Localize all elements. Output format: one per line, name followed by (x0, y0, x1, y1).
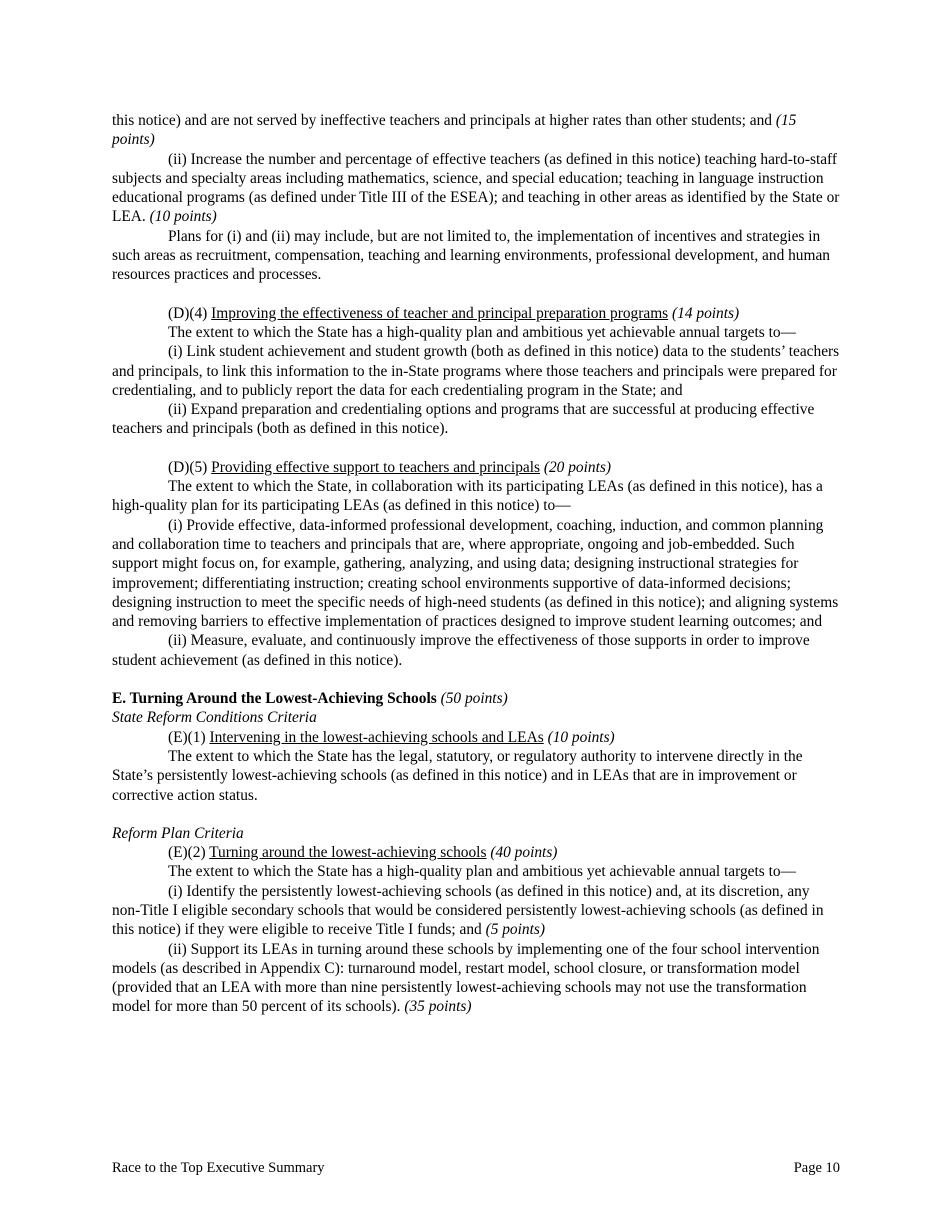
paragraph: (ii) Expand preparation and credentialing options and programs that are successful at producing effective teachers and principals (both as defined in this notice). (112, 401, 815, 438)
section-title: Turning around the lowest-achieving schools (209, 844, 487, 862)
paragraph: (ii) Measure, evaluate, and continuously improve the effectiveness of those supports in order to improve student achievement (as defined in this notice). (112, 632, 810, 669)
paragraph: Plans for (i) and (ii) may include, but are not limited to, the implementation of incentives and strategies in such areas as recruitment, compensation, teaching and learning environments, professional development, and human resources practices and processes. (112, 227, 831, 284)
section-d4-heading: (D)(4) Improving the effectiveness of teacher and principal preparation programs (14 points) (168, 304, 740, 322)
section-title: Intervening in the lowest-achieving schools and LEAs (209, 728, 544, 746)
points: (40 points) (490, 844, 558, 862)
subheading: Reform Plan Criteria (112, 824, 244, 842)
section-e1-heading: (E)(1) Intervening in the lowest-achieving schools and LEAs (10 points) (168, 728, 615, 746)
paragraph: The extent to which the State has the legal, statutory, or regulatory authority to intervene directly in the State’s persistently lowest-achieving schools (as defined in this notice) and in LEAs that are in improvement or corrective action status. (112, 747, 803, 804)
paragraph: The extent to which the State, in collaboration with its participating LEAs (as defined in this notice), has a high-quality plan for its participating LEAs (as defined in this notice) to— (112, 478, 823, 515)
document-body (112, 111, 840, 1017)
section-e-heading: E. Turning Around the Lowest-Achieving Schools (50 points) (112, 690, 508, 708)
subheading: State Reform Conditions Criteria (112, 709, 317, 727)
points: (5 points) (485, 921, 545, 939)
points: (35 points) (404, 998, 472, 1016)
paragraph: (i) Link student achievement and student growth (both as defined in this notice) data to the students’ teachers and principals, to link this information to the in-State programs where those teachers and principals were prepared for credentialing, and to publicly report the data for each credentialing program in the State; and (112, 343, 840, 399)
paragraph: The extent to which the State has a high-quality plan and ambitious yet achievable annual targets to— (168, 863, 796, 881)
paragraph: (i) Provide effective, data-informed professional development, coaching, induction, and common planning and collaboration time to teachers and principals that are, where appropriate, ongoing and job-embedded. Such support might focus on, for example, gathering, analyzing, and using data; designing instructional strategies for improvement; differentiating instruction; creating school environments supportive of data-informed decisions; designing instruction to meet the specific needs of high-need students (as defined in this notice); and aligning systems and removing barriers to effective implementation of practices designed to improve student learning outcomes; and (112, 516, 839, 631)
footer-title: Race to the Top Executive Summary (112, 1160, 325, 1176)
paragraph: (ii) Support its LEAs in turning around these schools by implementing one of the four school intervention models (as described in Appendix C): turnaround model, restart model, school closure, or transformation model (provided that an LEA with more than nine persistently lowest-achieving schools may not use the transformation model for more than 50 percent of its schools). (35 points) (112, 940, 820, 1016)
section-title: Providing effective support to teachers and principals (211, 458, 540, 476)
paragraph: (ii) Increase the number and percentage of effective teachers (as defined in this notice) teaching hard-to-staff subjects and specialty areas including mathematics, science, and special education; teaching in language instruction educational programs (as defined under Title III of the ESEA); and teaching in other areas as identified by the State or LEA. (10 points) (112, 150, 840, 226)
points: (10 points) (149, 208, 217, 226)
points: (50 points) (440, 690, 508, 708)
points: (20 points) (543, 458, 611, 476)
paragraph: The extent to which the State has a high-quality plan and ambitious yet achievable annual targets to— (168, 323, 796, 341)
page-number: Page 10 (793, 1160, 840, 1176)
points: (15 points) (112, 112, 797, 149)
section-d5-heading: (D)(5) Providing effective support to teachers and principals (20 points) (168, 458, 611, 476)
paragraph: (i) Identify the persistently lowest-achieving schools (as defined in this notice) and, at its discretion, any non-Title I eligible secondary schools that would be considered persistently lowest-achieving schools (as defined in this notice) if they were eligible to receive Title I funds; and (5 points) (112, 882, 824, 939)
section-e2-heading: (E)(2) Turning around the lowest-achieving schools (40 points) (168, 844, 558, 862)
page-footer (112, 1160, 840, 1177)
points: (10 points) (547, 728, 615, 746)
paragraph: this notice) and are not served by ineffective teachers and principals at higher rates than other students; and (15 points) (112, 112, 797, 149)
section-title: Improving the effectiveness of teacher and principal preparation programs (211, 304, 669, 322)
points: (14 points) (672, 304, 740, 322)
